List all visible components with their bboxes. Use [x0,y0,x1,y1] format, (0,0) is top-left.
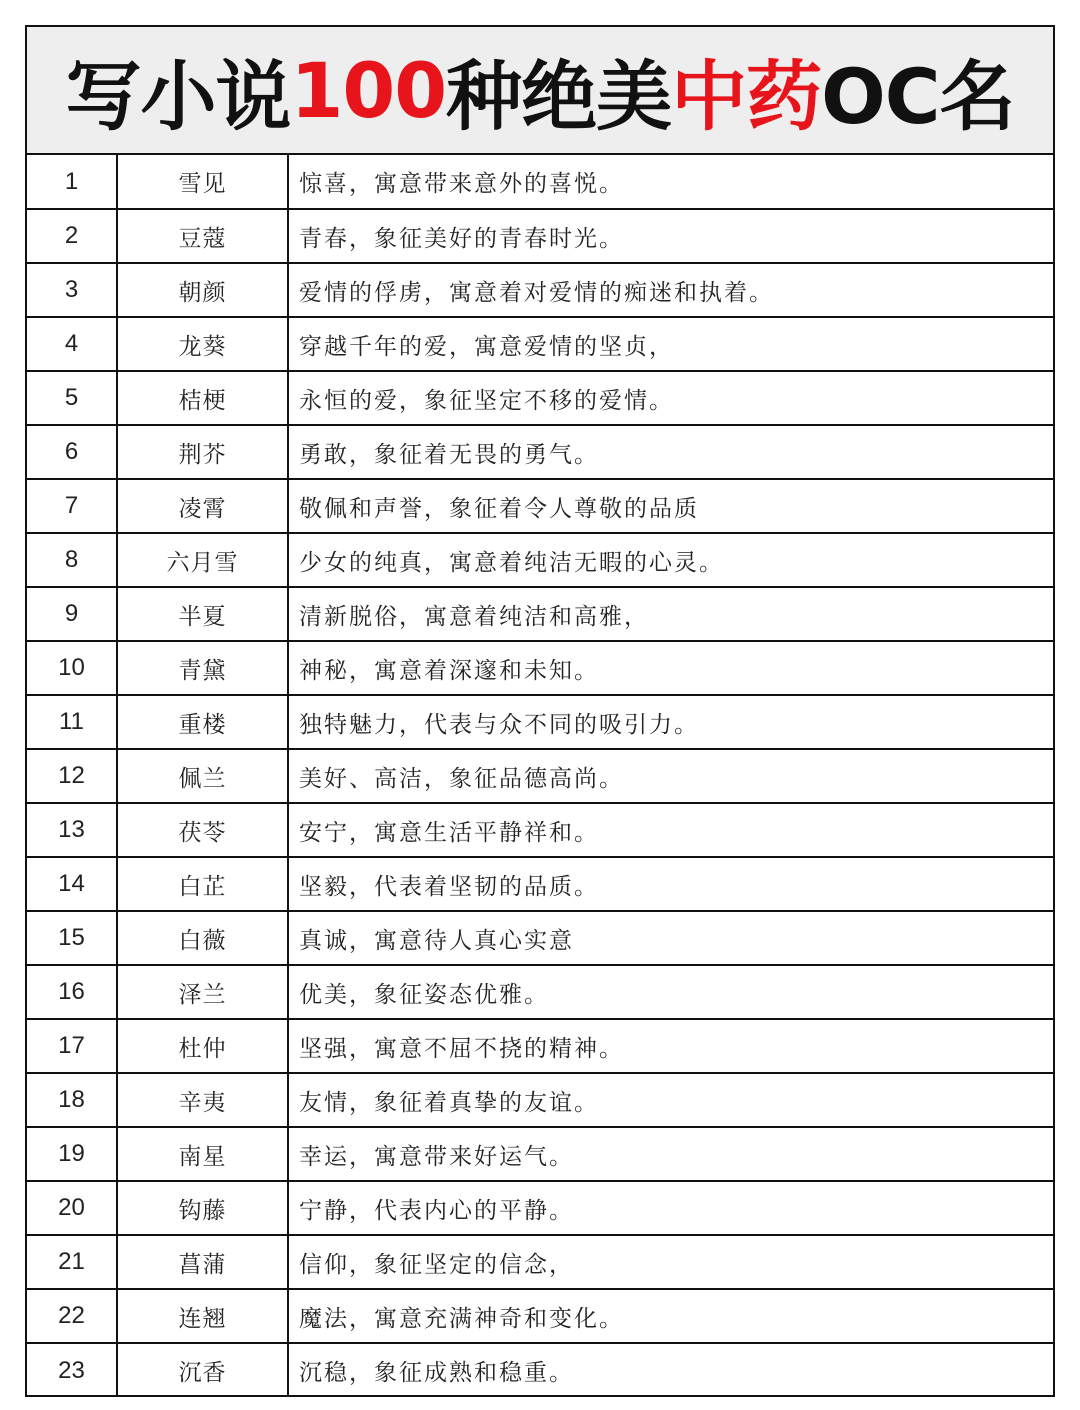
row-number: 18 [27,1073,117,1127]
herb-name: 辛夷 [117,1073,288,1127]
title-part-1: 写小说 [65,51,291,141]
herb-meaning: 勇敢，象征着无畏的勇气。 [288,425,1053,479]
title-part-3: 种绝美 [446,51,672,141]
table-row [27,371,1053,425]
table-row [27,641,1053,695]
herb-name: 豆蔻 [117,209,288,263]
row-number: 11 [27,695,117,749]
herb-name: 钩藤 [117,1181,288,1235]
table-row [27,1019,1053,1073]
row-number: 13 [27,803,117,857]
herb-name: 六月雪 [117,533,288,587]
table-row [27,209,1053,263]
table-row [27,479,1053,533]
row-number: 12 [27,749,117,803]
herb-name: 桔梗 [117,371,288,425]
table-row [27,749,1053,803]
table-row [27,1181,1053,1235]
herb-name: 茯苓 [117,803,288,857]
table-row [27,425,1053,479]
table-row [27,1073,1053,1127]
table-row [27,857,1053,911]
table-row [27,1127,1053,1181]
row-number: 2 [27,209,117,263]
herb-meaning: 信仰，象征坚定的信念， [288,1235,1053,1289]
title-part-5: OC名 [821,51,1015,141]
table-row [27,1289,1053,1343]
herb-name: 菖蒲 [117,1235,288,1289]
table-row [27,263,1053,317]
herb-meaning: 惊喜，寓意带来意外的喜悦。 [288,155,1053,209]
table-row [27,695,1053,749]
table-row [27,965,1053,1019]
herb-meaning: 幸运，寓意带来好运气。 [288,1127,1053,1181]
row-number: 10 [27,641,117,695]
row-number: 1 [27,155,117,209]
row-number: 8 [27,533,117,587]
herb-meaning: 敬佩和声誉，象征着令人尊敬的品质 [288,479,1053,533]
names-table [27,155,1053,1397]
herb-meaning: 优美，象征姿态优雅。 [288,965,1053,1019]
table-row [27,155,1053,209]
table-row [27,803,1053,857]
herb-name: 南星 [117,1127,288,1181]
herb-name: 连翘 [117,1289,288,1343]
herb-name: 半夏 [117,587,288,641]
herb-name: 重楼 [117,695,288,749]
table-row [27,1235,1053,1289]
table-row [27,1343,1053,1397]
herb-meaning: 宁静，代表内心的平静。 [288,1181,1053,1235]
row-number: 14 [27,857,117,911]
row-number: 17 [27,1019,117,1073]
row-number: 9 [27,587,117,641]
names-table-body [27,155,1053,1397]
table-row [27,587,1053,641]
row-number: 16 [27,965,117,1019]
herb-meaning: 坚强，寓意不屈不挠的精神。 [288,1019,1053,1073]
row-number: 5 [27,371,117,425]
row-number: 3 [27,263,117,317]
row-number: 20 [27,1181,117,1235]
table-row [27,317,1053,371]
table-row [27,911,1053,965]
herb-meaning: 友情，象征着真挚的友谊。 [288,1073,1053,1127]
herb-name: 荆芥 [117,425,288,479]
page-title [27,27,1053,155]
title-part-4: 中药 [671,51,822,141]
herb-meaning: 独特魅力，代表与众不同的吸引力。 [288,695,1053,749]
herb-name: 沉香 [117,1343,288,1397]
table-row [27,533,1053,587]
herb-meaning: 穿越千年的爱，寓意爱情的坚贞， [288,317,1053,371]
herb-meaning: 爱情的俘虏，寓意着对爱情的痴迷和执着。 [288,263,1053,317]
herb-meaning: 神秘，寓意着深邃和未知。 [288,641,1053,695]
herb-meaning: 魔法，寓意充满神奇和变化。 [288,1289,1053,1343]
herb-meaning: 坚毅，代表着坚韧的品质。 [288,857,1053,911]
row-number: 19 [27,1127,117,1181]
row-number: 15 [27,911,117,965]
herb-name: 青黛 [117,641,288,695]
herb-meaning: 青春，象征美好的青春时光。 [288,209,1053,263]
herb-meaning: 永恒的爱，象征坚定不移的爱情。 [288,371,1053,425]
name-table-sheet [25,25,1055,1397]
herb-name: 泽兰 [117,965,288,1019]
herb-name: 白芷 [117,857,288,911]
herb-name: 朝颜 [117,263,288,317]
row-number: 22 [27,1289,117,1343]
herb-name: 白薇 [117,911,288,965]
herb-meaning: 真诚，寓意待人真心实意 [288,911,1053,965]
row-number: 23 [27,1343,117,1397]
herb-name: 杜仲 [117,1019,288,1073]
row-number: 4 [27,317,117,371]
herb-name: 龙葵 [117,317,288,371]
herb-name: 凌霄 [117,479,288,533]
row-number: 6 [27,425,117,479]
title-part-2: 100 [290,45,447,135]
herb-meaning: 美好、高洁，象征品德高尚。 [288,749,1053,803]
row-number: 7 [27,479,117,533]
herb-meaning: 少女的纯真，寓意着纯洁无暇的心灵。 [288,533,1053,587]
herb-meaning: 安宁，寓意生活平静祥和。 [288,803,1053,857]
row-number: 21 [27,1235,117,1289]
herb-meaning: 沉稳，象征成熟和稳重。 [299,1360,574,1386]
herb-meaning: 清新脱俗，寓意着纯洁和高雅， [288,587,1053,641]
herb-name: 雪见 [117,155,288,209]
herb-name: 佩兰 [117,749,288,803]
